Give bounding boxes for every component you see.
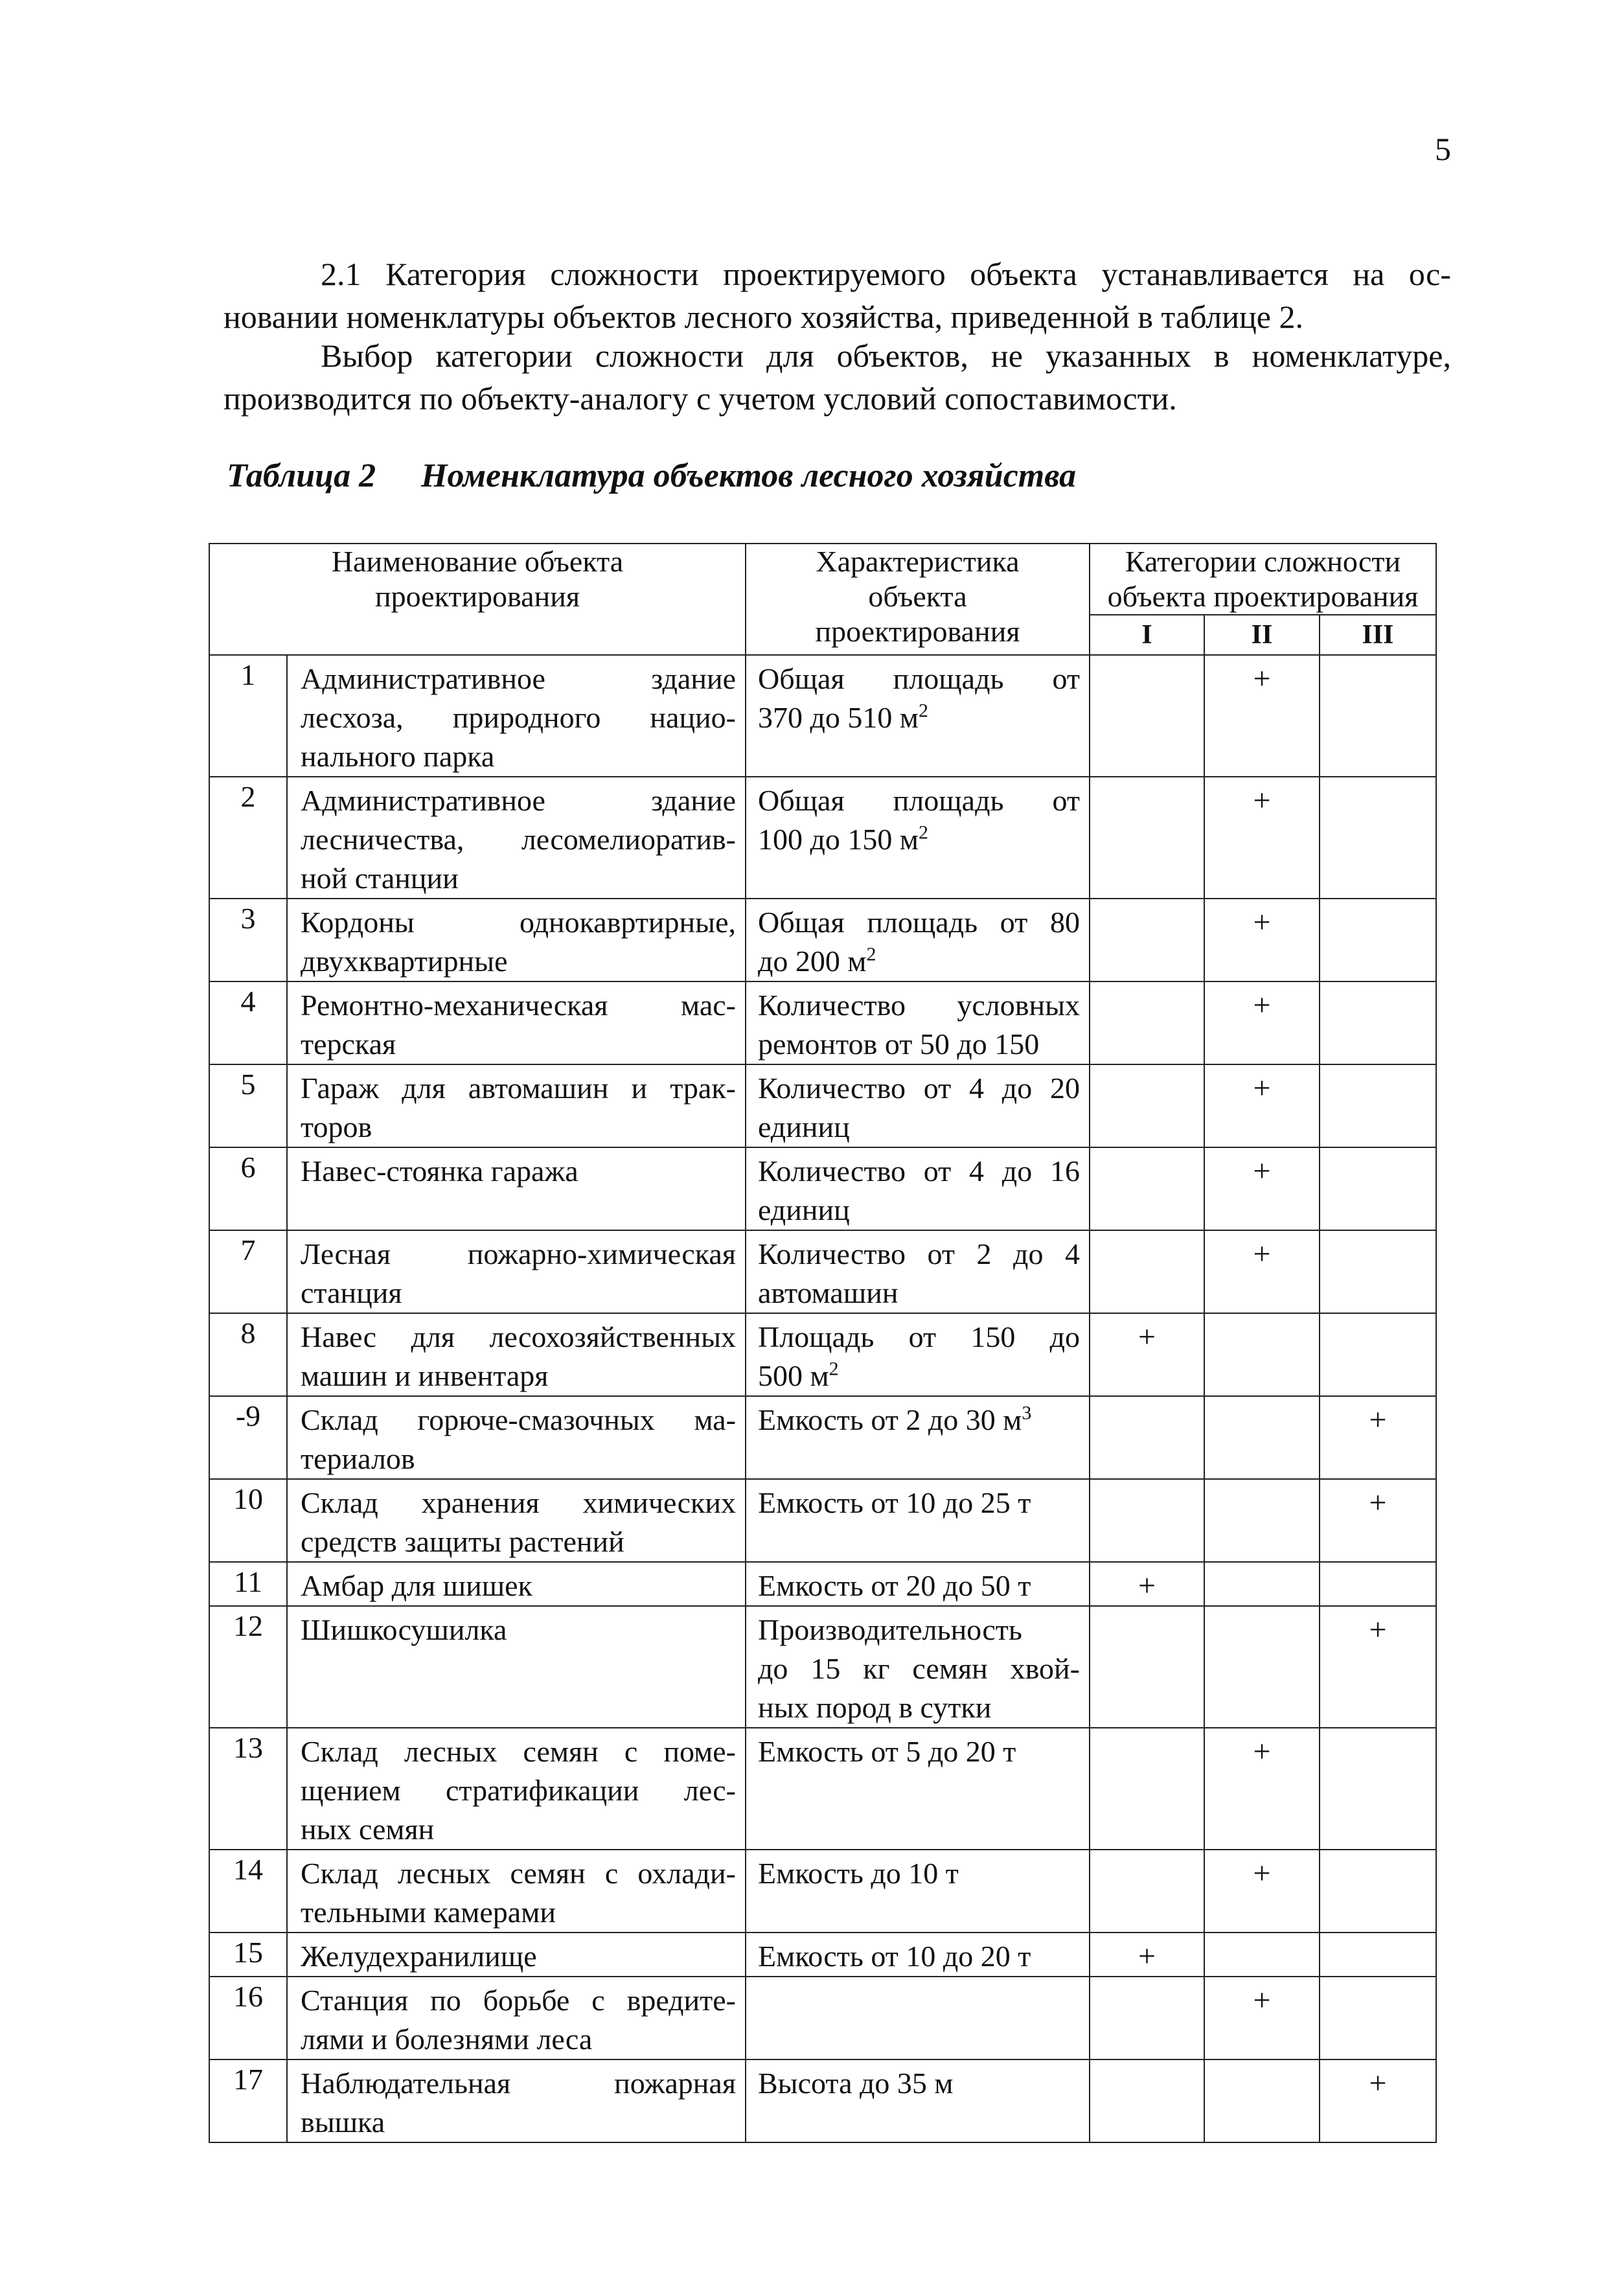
object-name: Желудехранилище (287, 1933, 746, 1977)
row-number: 17 (209, 2059, 287, 2142)
object-name: Административное здание лесничества, лесомелиоратив- ной станции (287, 777, 746, 899)
row-number: -9 (209, 1396, 287, 1479)
object-characteristic: Емкость от 2 до 30 $м^3$ (746, 1396, 1090, 1479)
object-name: Склад горюче-смазочных ма- териалов (287, 1396, 746, 1479)
mark-category-iii (1320, 981, 1436, 1064)
object-characteristic: Количество от 2 до 4 автомашин (746, 1230, 1090, 1313)
header-text: Категории сложности (1125, 545, 1401, 578)
row-number: 11 (209, 1562, 287, 1606)
row-number: 4 (209, 981, 287, 1064)
mark-category-i (1090, 1977, 1204, 2059)
object-name: Гараж для автомашин и трак- торов (287, 1064, 746, 1147)
object-name: Амбар для шишек (287, 1562, 746, 1606)
object-characteristic: Общая площадь от 100 до 150 $м^2$ (746, 777, 1090, 899)
paragraph-choice (223, 334, 1451, 420)
table-header (209, 544, 1436, 655)
object-characteristic: Площадь от 150 до 500 $м^2$ (746, 1313, 1090, 1396)
mark-category-iii (1320, 1064, 1436, 1147)
row-number: 14 (209, 1850, 287, 1933)
object-name: Наблюдательная пожарная вышка (287, 2059, 746, 2142)
mark-category-i (1090, 1147, 1204, 1230)
table-row (209, 1230, 1436, 1313)
header-category-iii: III (1320, 615, 1436, 655)
mark-category-iii (1320, 1313, 1436, 1396)
mark-category-iii: + (1320, 1479, 1436, 1562)
mark-category-ii: + (1204, 1728, 1320, 1850)
table-row (209, 1606, 1436, 1728)
mark-category-iii (1320, 777, 1436, 899)
header-category-i: I (1090, 615, 1204, 655)
mark-category-i: + (1090, 1313, 1204, 1396)
object-characteristic: Высота до 35 м (746, 2059, 1090, 2142)
object-characteristic (746, 1977, 1090, 2059)
mark-category-iii (1320, 1728, 1436, 1850)
page-number: 5 (1435, 131, 1451, 167)
mark-category-i (1090, 1728, 1204, 1850)
table-caption (227, 453, 1076, 499)
header-category-ii: II (1204, 615, 1320, 655)
mark-category-iii: + (1320, 1396, 1436, 1479)
mark-category-iii (1320, 1850, 1436, 1933)
header-text: Характеристика (816, 545, 1020, 578)
header-categories (1090, 544, 1436, 615)
mark-category-ii (1204, 1933, 1320, 1977)
row-number: 16 (209, 1977, 287, 2059)
mark-category-ii: + (1204, 1064, 1320, 1147)
table-caption-title: Номенклатура объектов лесного хозяйства (421, 457, 1077, 494)
mark-category-ii: + (1204, 1230, 1320, 1313)
table-row (209, 2059, 1436, 2142)
mark-category-iii (1320, 1562, 1436, 1606)
row-number: 6 (209, 1147, 287, 1230)
table-row (209, 777, 1436, 899)
object-name: Лесная пожарно-химическая станция (287, 1230, 746, 1313)
mark-category-iii (1320, 899, 1436, 981)
mark-category-i (1090, 1064, 1204, 1147)
object-name: Склад хранения химических средств защиты растений (287, 1479, 746, 1562)
mark-category-i: + (1090, 1933, 1204, 1977)
table-row (209, 1064, 1436, 1147)
mark-category-ii: + (1204, 899, 1320, 981)
row-number: 3 (209, 899, 287, 981)
mark-category-iii (1320, 1977, 1436, 2059)
header-text: объекта проектирования (1107, 580, 1419, 613)
mark-category-iii (1320, 1230, 1436, 1313)
row-number: 12 (209, 1606, 287, 1728)
mark-category-i (1090, 1850, 1204, 1933)
mark-category-ii (1204, 1396, 1320, 1479)
mark-category-i (1090, 899, 1204, 981)
header-text: объекта (868, 580, 967, 613)
object-characteristic: Общая площадь от 370 до 510 $м^2$ (746, 655, 1090, 777)
table-caption-label: Таблица 2 (227, 457, 376, 494)
header-text: проектирования (815, 615, 1020, 648)
object-name: Административное здание лесхоза, природного нацио- нального парка (287, 655, 746, 777)
mark-category-ii (1204, 1313, 1320, 1396)
paragraph-line: Выбор категории сложности для объектов, не указанных в номенклатуре, (321, 338, 1451, 374)
object-characteristic: Емкость от 20 до 50 т (746, 1562, 1090, 1606)
mark-category-i (1090, 2059, 1204, 2142)
object-name: Навес для лесохозяйственных машин и инвентаря (287, 1313, 746, 1396)
mark-category-i (1090, 1606, 1204, 1728)
table-row (209, 981, 1436, 1064)
table-row (209, 1977, 1436, 2059)
mark-category-i (1090, 1230, 1204, 1313)
header-text: проектирования (375, 580, 580, 613)
mark-category-iii: + (1320, 2059, 1436, 2142)
mark-category-ii: + (1204, 1850, 1320, 1933)
mark-category-ii (1204, 2059, 1320, 2142)
mark-category-ii (1204, 1562, 1320, 1606)
table-row (209, 899, 1436, 981)
table-row (209, 1850, 1436, 1933)
mark-category-ii: + (1204, 655, 1320, 777)
table-row (209, 1313, 1436, 1396)
object-name: Станция по борьбе с вредите- лями и болезнями леса (287, 1977, 746, 2059)
object-characteristic: Количество от 4 до 16 единиц (746, 1147, 1090, 1230)
paragraph-line: 2.1 Категория сложности проектируемого объекта устанавливается на ос- (321, 256, 1451, 292)
object-name: Шишкосушилка (287, 1606, 746, 1728)
row-number: 13 (209, 1728, 287, 1850)
table-row (209, 1562, 1436, 1606)
table-row (209, 1479, 1436, 1562)
object-name: Кордоны однокавртирные, двухквартирные (287, 899, 746, 981)
object-characteristic: Емкость от 10 до 25 т (746, 1479, 1090, 1562)
mark-category-i (1090, 777, 1204, 899)
object-characteristic: Емкость от 10 до 20 т (746, 1933, 1090, 1977)
object-characteristic: Емкость от 5 до 20 т (746, 1728, 1090, 1850)
mark-category-ii: + (1204, 777, 1320, 899)
table-row (209, 655, 1436, 777)
header-characteristic (746, 544, 1090, 655)
header-object-name (209, 544, 746, 655)
table-row (209, 1728, 1436, 1850)
mark-category-ii: + (1204, 981, 1320, 1064)
row-number: 2 (209, 777, 287, 899)
mark-category-ii (1204, 1606, 1320, 1728)
paragraph-line: новании номенклатуры объектов лесного хозяйства, приведенной в таблице 2. (223, 299, 1303, 335)
mark-category-i: + (1090, 1562, 1204, 1606)
table-row (209, 1933, 1436, 1977)
row-number: 5 (209, 1064, 287, 1147)
object-name: Склад лесных семян с поме- щением стратификации лес- ных семян (287, 1728, 746, 1850)
table-row (209, 1396, 1436, 1479)
mark-category-iii (1320, 1933, 1436, 1977)
object-characteristic: Емкость до 10 т (746, 1850, 1090, 1933)
object-characteristic: Количество условных ремонтов от 50 до 150 (746, 981, 1090, 1064)
object-name: Склад лесных семян с охлади- тельными камерами (287, 1850, 746, 1933)
row-number: 8 (209, 1313, 287, 1396)
paragraph-line: производится по объекту-аналогу с учетом условий сопоставимости. (223, 380, 1177, 417)
object-characteristic: Общая площадь от 80 до 200 $м^2$ (746, 899, 1090, 981)
mark-category-ii: + (1204, 1977, 1320, 2059)
row-number: 10 (209, 1479, 287, 1562)
header-text: Наименование объекта (331, 545, 624, 578)
table-row (209, 1147, 1436, 1230)
mark-category-iii: + (1320, 1606, 1436, 1728)
object-name: Ремонтно-механическая мас- терская (287, 981, 746, 1064)
nomenclature-table (209, 543, 1437, 2143)
mark-category-ii (1204, 1479, 1320, 1562)
row-number: 15 (209, 1933, 287, 1977)
row-number: 7 (209, 1230, 287, 1313)
mark-category-i (1090, 981, 1204, 1064)
mark-category-iii (1320, 1147, 1436, 1230)
object-characteristic: Количество от 4 до 20 единиц (746, 1064, 1090, 1147)
mark-category-iii (1320, 655, 1436, 777)
paragraph-2-1 (223, 253, 1451, 338)
object-name: Навес-стоянка гаража (287, 1147, 746, 1230)
mark-category-i (1090, 1396, 1204, 1479)
object-characteristic: Производительность до 15 кг семян хвой- ных пород в сутки (746, 1606, 1090, 1728)
mark-category-ii: + (1204, 1147, 1320, 1230)
row-number: 1 (209, 655, 287, 777)
mark-category-i (1090, 1479, 1204, 1562)
mark-category-i (1090, 655, 1204, 777)
